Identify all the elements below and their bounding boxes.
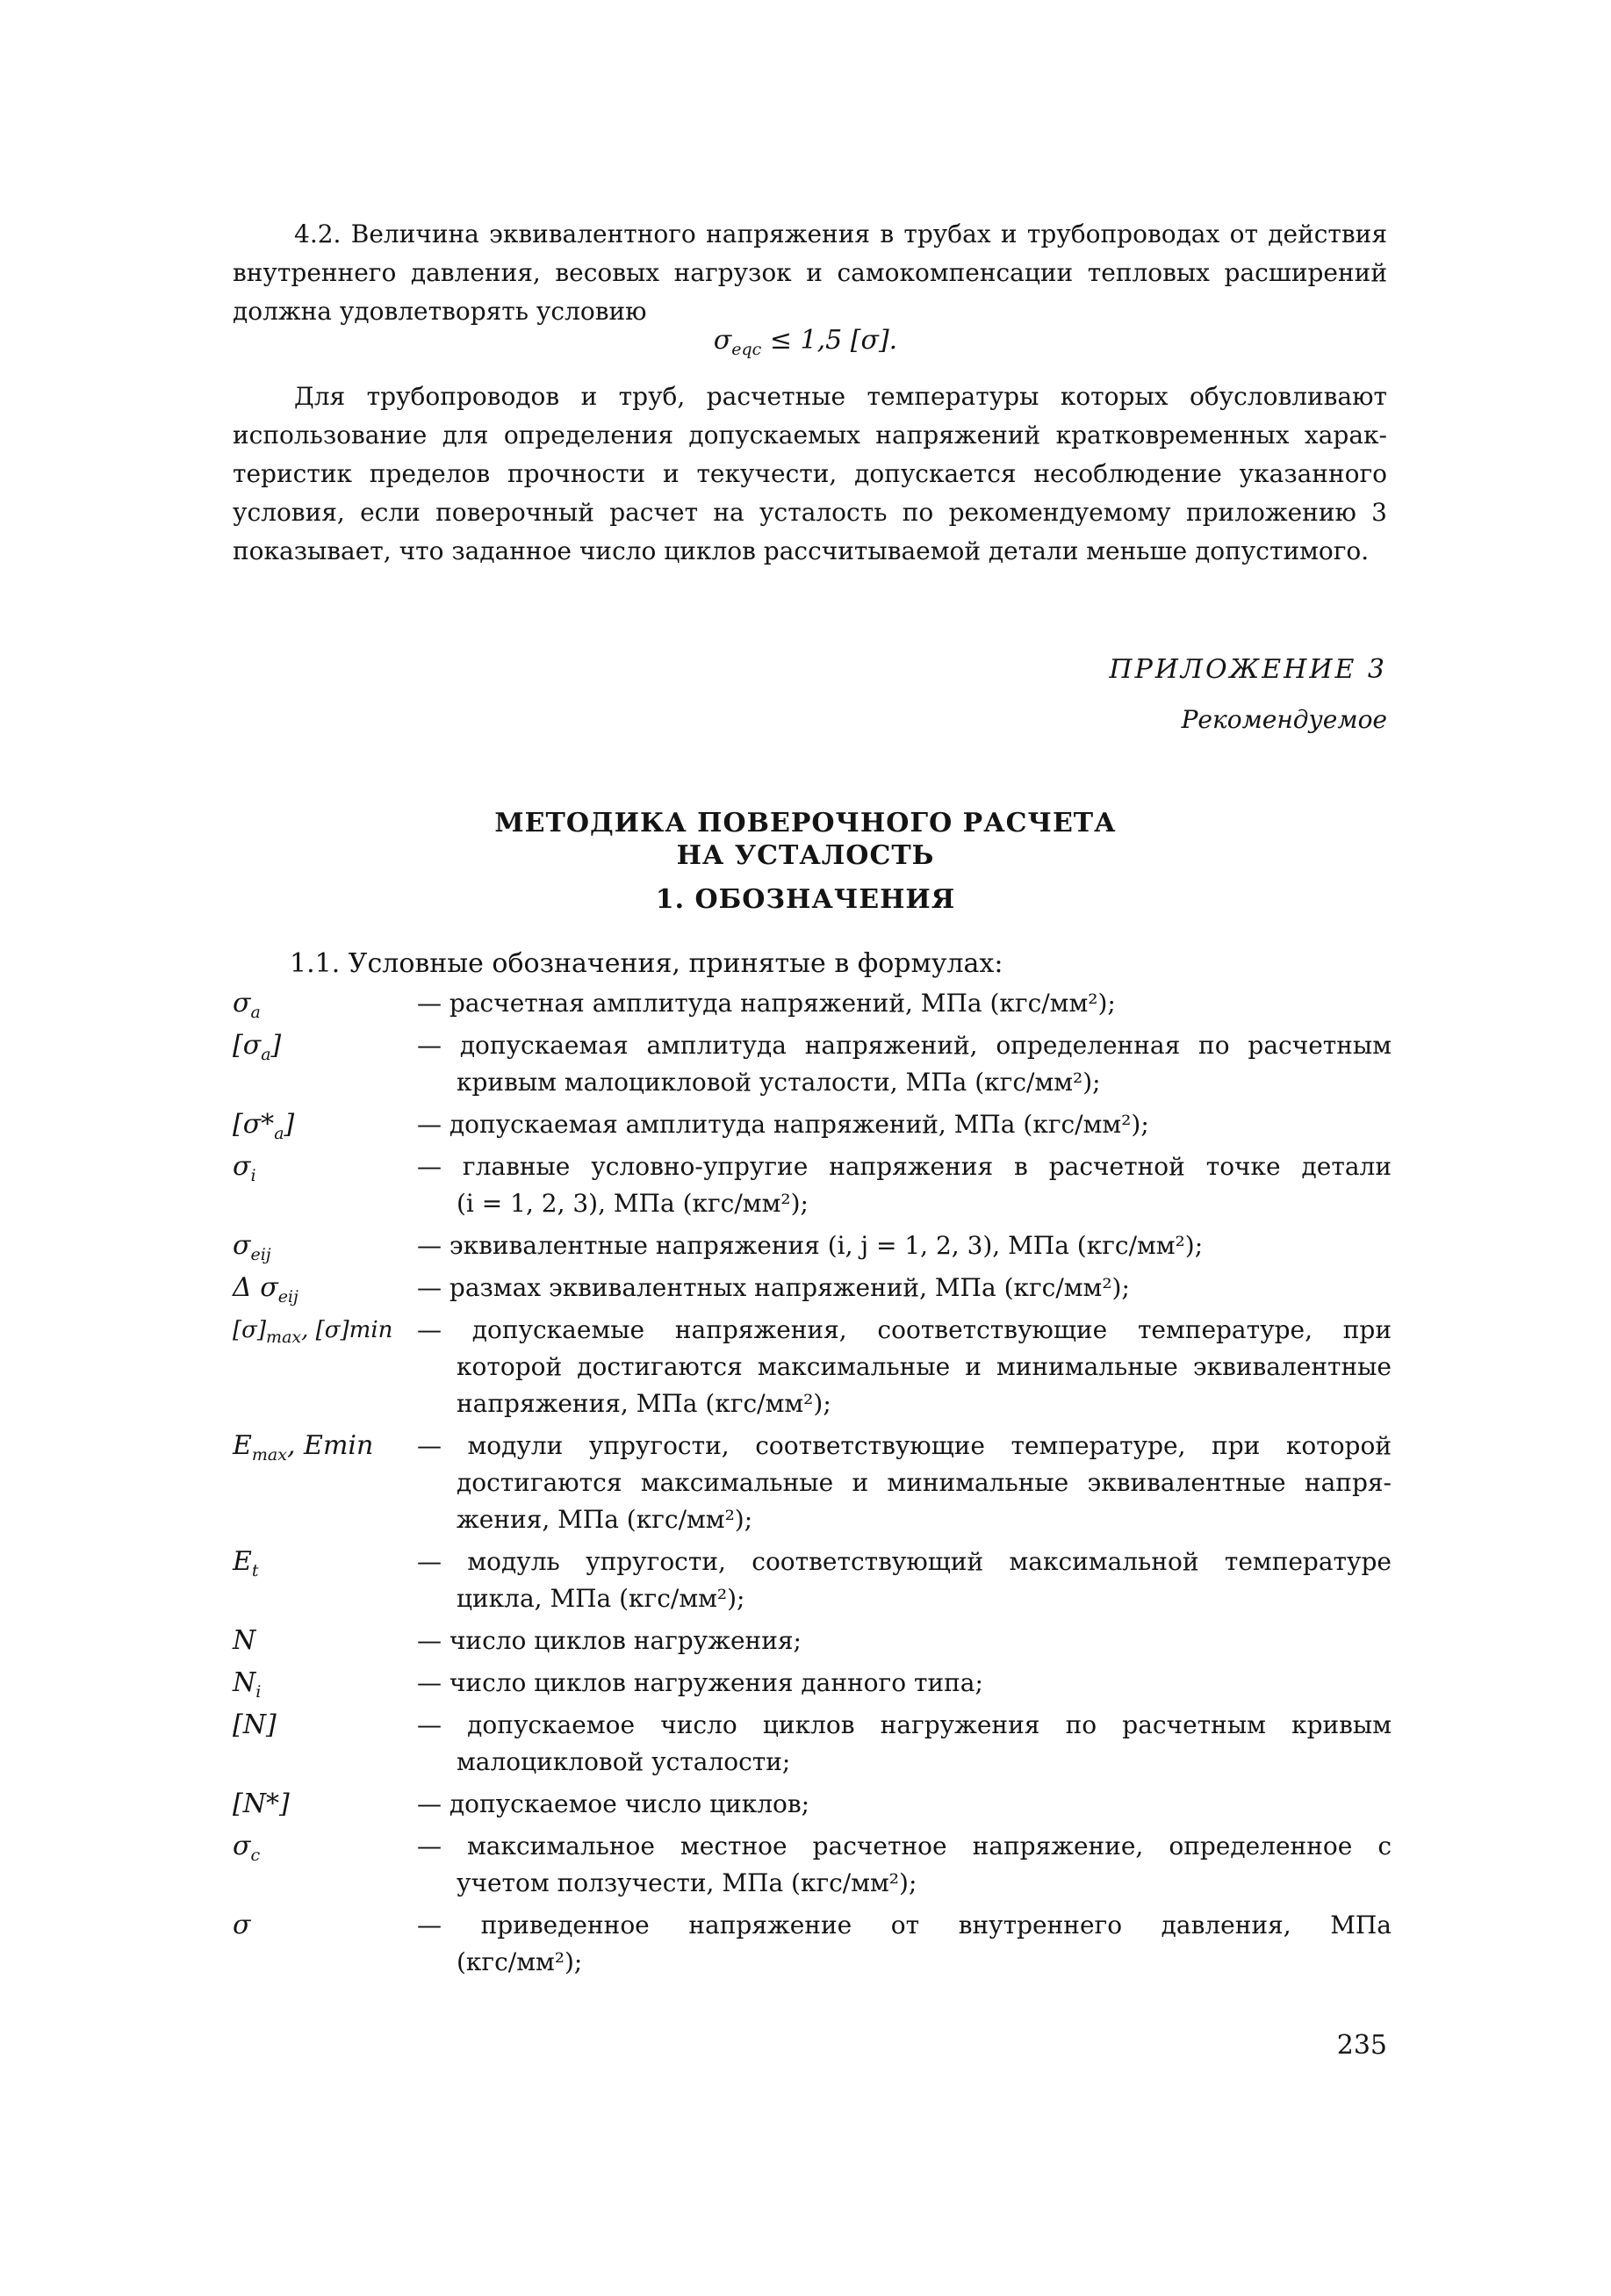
definition-description: — число циклов нагружения; bbox=[417, 1626, 802, 1655]
paragraph-line: теристик пределов прочности и текучести, допускается несоблюдение указанного bbox=[233, 459, 1387, 488]
paragraph-line: 4.2. Величина эквивалентного напряжения в трубах и трубопроводах от действия bbox=[294, 220, 1387, 248]
definition-description: — расчетная амплитуда напряжений, МПа (кгс/мм²); bbox=[417, 989, 1116, 1018]
paragraph-line: использование для определения допускаемых напряжений кратковременных харак- bbox=[233, 421, 1387, 450]
definition-item bbox=[233, 1786, 1392, 1823]
definition-symbol: $\sigma_c$ bbox=[233, 1831, 261, 1865]
definition-item bbox=[233, 1907, 1392, 1981]
definition-item bbox=[233, 1428, 1392, 1538]
definition-item bbox=[233, 1148, 1392, 1222]
paragraph-line: должна удовлетворять условию bbox=[233, 297, 647, 326]
definition-description: — модули упругости, соответствующие температуре, при которой достигаются максимальные и минимальные эквивалентные напря- жения, МПа (кгс/мм²); bbox=[417, 1431, 1392, 1534]
title-line-2: НА УСТАЛОСТЬ bbox=[676, 840, 935, 871]
formula-subscript: eqc bbox=[731, 340, 762, 359]
definition-symbol: [N*] bbox=[233, 1789, 290, 1819]
paragraph-4-2 bbox=[233, 215, 1387, 331]
definition-symbol: $[\sigma_a]$ bbox=[233, 1030, 282, 1064]
definition-item bbox=[233, 985, 1392, 1022]
definition-description: — главные условно-упругие напряжения в расчетной точке детали (i = 1, 2, 3), МПа (кгс/мм²); bbox=[417, 1152, 1392, 1218]
definition-item bbox=[233, 1623, 1392, 1659]
appendix-sublabel: Рекомендуемое bbox=[1181, 705, 1387, 734]
definition-description: — приведенное напряжение от внутреннего давления, МПа (кгс/мм²); bbox=[417, 1911, 1392, 1976]
definition-symbol: [N] bbox=[233, 1709, 277, 1740]
title-line-1: МЕТОДИКА ПОВЕРОЧНОГО РАСЧЕТА bbox=[494, 808, 1117, 839]
definition-description: — допускаемые напряжения, соответствующие температуре, при которой достигаются максимальные и минимальные эквивалентные напряжения, МПа (кгс/мм²); bbox=[417, 1315, 1392, 1418]
definition-item bbox=[233, 1544, 1392, 1617]
definition-description: — модуль упругости, соответствующий максимальной температуре цикла, МПа (кгс/мм²); bbox=[417, 1547, 1392, 1613]
formula-rest: ≤ 1,5 [σ]. bbox=[761, 325, 898, 356]
definition-symbol: N bbox=[233, 1625, 256, 1656]
definition-symbol: $[\sigma*_a]$ bbox=[233, 1109, 295, 1143]
paragraph-line: условия, если поверочный расчет на усталость по рекомендуемому приложению 3 bbox=[233, 498, 1387, 527]
definition-description: — максимальное местное расчетное напряжение, определенное с учетом ползучести, МПа (кгс/мм²); bbox=[417, 1832, 1392, 1897]
page-number: 235 bbox=[1336, 2030, 1387, 2061]
definition-description: — допускаемое число циклов; bbox=[417, 1789, 810, 1818]
definition-item bbox=[233, 1227, 1392, 1264]
definition-symbol: $\sigma_{eij}$ bbox=[233, 1230, 271, 1264]
paragraph-line: показывает, что заданное число циклов рассчитываемой детали меньше допустимого. bbox=[233, 536, 1370, 565]
paragraph-fatigue-note bbox=[233, 378, 1387, 571]
definition-symbol: $\sigma_i$ bbox=[233, 1151, 256, 1185]
formula-symbol: σ bbox=[713, 325, 732, 356]
definition-symbol: σ bbox=[233, 1910, 251, 1940]
definition-symbol: $\sigma_a$ bbox=[233, 988, 261, 1022]
definition-symbol: $E_{max}$, Emin bbox=[233, 1430, 374, 1465]
definition-description: — размах эквивалентных напряжений, МПа (кгс/мм²); bbox=[417, 1273, 1130, 1302]
definition-item bbox=[233, 1312, 1392, 1422]
definition-item bbox=[233, 1106, 1392, 1143]
definition-description: — допускаемая амплитуда напряжений, МПа (кгс/мм²); bbox=[417, 1110, 1149, 1139]
definition-item bbox=[233, 1665, 1392, 1702]
definition-symbol: $N_i$ bbox=[233, 1667, 262, 1702]
definition-item bbox=[233, 1707, 1392, 1781]
intro-text: 1.1. Условные обозначения, принятые в формулах: bbox=[290, 948, 1003, 979]
definition-item bbox=[233, 1828, 1392, 1902]
definition-symbol: $[\sigma]_{max}$, [σ]min bbox=[233, 1317, 393, 1348]
definition-item bbox=[233, 1270, 1392, 1306]
definition-description: — допускаемая амплитуда напряжений, определенная по расчетным кривым малоцикловой усталости, МПа (кгс/мм²); bbox=[417, 1031, 1392, 1097]
formula-eqc bbox=[0, 325, 1611, 359]
definition-description: — число циклов нагружения данного типа; bbox=[417, 1668, 983, 1697]
definition-symbol: $E_t$ bbox=[233, 1546, 259, 1580]
definition-description: — допускаемое число циклов нагружения по расчетным кривым малоцикловой усталости; bbox=[417, 1710, 1392, 1776]
section-heading: 1. ОБОЗНАЧЕНИЯ bbox=[655, 884, 956, 915]
paragraph-line: внутреннего давления, весовых нагрузок и самокомпенсации тепловых расширений bbox=[233, 258, 1387, 287]
definition-description: — эквивалентные напряжения (i, j = 1, 2, 3), МПа (кгс/мм²); bbox=[417, 1231, 1204, 1260]
definition-item bbox=[233, 1027, 1392, 1101]
paragraph-line: Для трубопроводов и труб, расчетные температуры которых обусловливают bbox=[294, 382, 1387, 411]
definition-symbol: Δ $\sigma_{eij}$ bbox=[233, 1272, 298, 1306]
appendix-label: ПРИЛОЖЕНИЕ 3 bbox=[1109, 654, 1387, 685]
definitions-list bbox=[233, 985, 1392, 1981]
